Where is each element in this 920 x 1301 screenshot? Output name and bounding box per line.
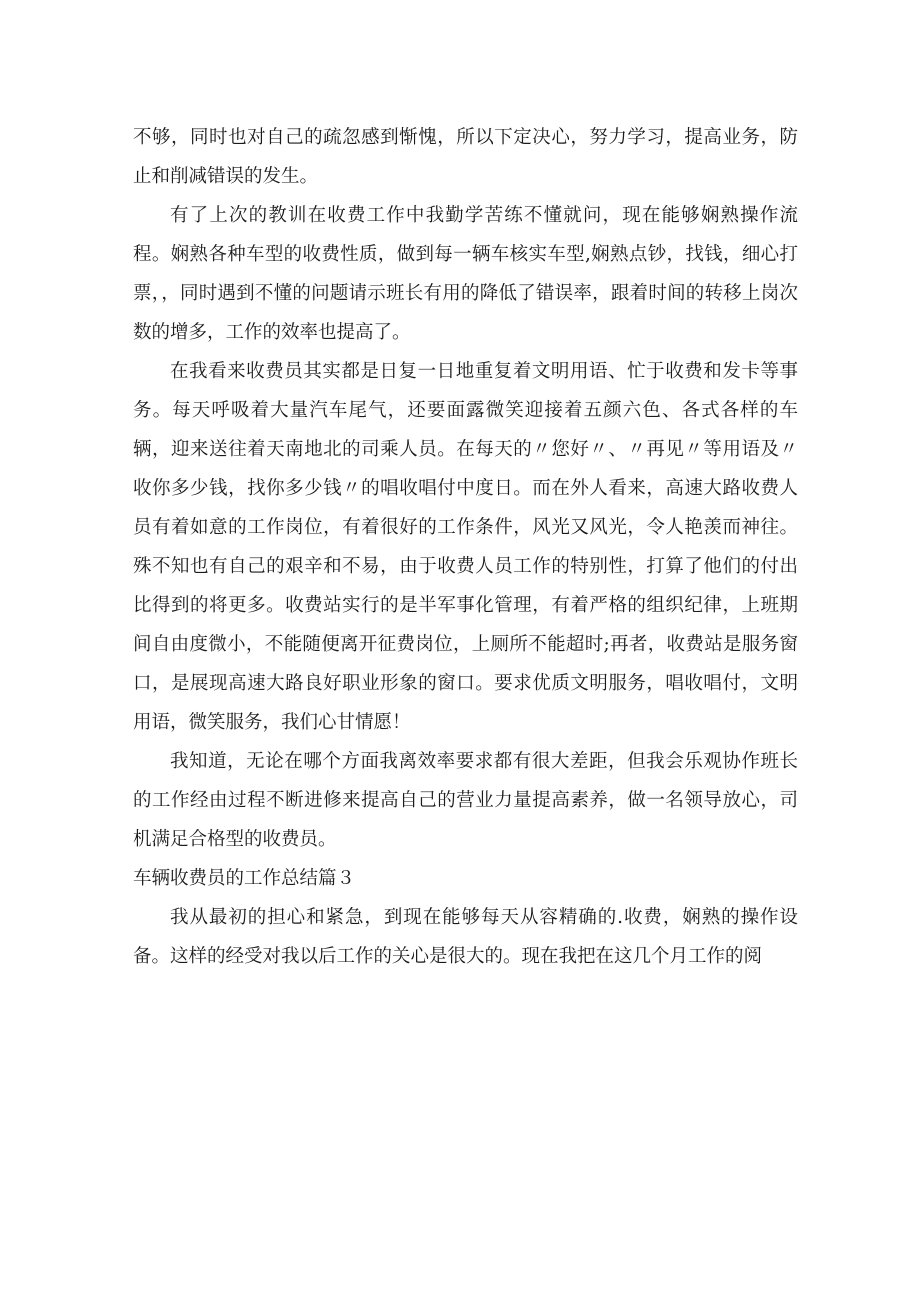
paragraph-section-3-intro: 我从最初的担心和紧急，到现在能够每天从容精确的.收费，娴熟的操作设备。这样的经受对我以后工作的关心是很大的。现在我把在这几个月工作的阅 — [133, 907, 798, 967]
section-heading: 车辆收费员的工作总结篇３ — [133, 868, 356, 889]
paragraph-commitment: 我知道，无论在哪个方面我离效率要求都有很大差距，但我会乐观协作班长的工作经由过程不断进修来提高自己的营业力量提高素养，做一名领导放心，司机满足合格型的收费员。 — [133, 751, 798, 850]
paragraph-toll-collector-duties: 在我看来收费员其实都是日复一日地重复着文明用语、忙于收费和发卡等事务。每天呼吸着大量汽车尾气，还要面露微笑迎接着五颜六色、各式各样的车辆，迎来送往着天南地北的司乘人员。在每天的〃您好〃、〃再见〃等用语及〃收你多少钱，找你多少钱〃的唱收唱付中度日。而在外人看来，高速大路收费人员有着如意的工作岗位，有着很好的工作条件，风光又风光，令人艳羡而神往。殊不知也有自己的艰辛和不易，由于收费人员工作的特别性，打算了他们的付出比得到的将更多。收费站实行的是半军事化管理，有着严格的组织纪律，上班期间自由度微小，不能随便离开征费岗位，上厕所不能超时;再者，收费站是服务窗口，是展现高速大路良好职业形象的窗口。要求优质文明服务，唱收唱付，文明用语，微笑服务，我们心甘情愿！ — [133, 361, 798, 733]
document-body — [133, 118, 798, 976]
paragraph-lessons-learned: 有了上次的教训在收费工作中我勤学苦练不懂就问，现在能够娴熟操作流程。娴熟各种车型的收费性质，做到每一辆车核实车型,娴熟点钞，找钱，细心打票，，同时遇到不懂的问题请示班长有用的降低了错误率，跟着时间的转移上岗次数的增多，工作的效率也提高了。 — [133, 205, 798, 343]
paragraph-continuation: 不够，同时也对自己的疏忽感到惭愧，所以下定决心，努力学习，提高业务，防止和削减错误的发生。 — [133, 127, 798, 187]
